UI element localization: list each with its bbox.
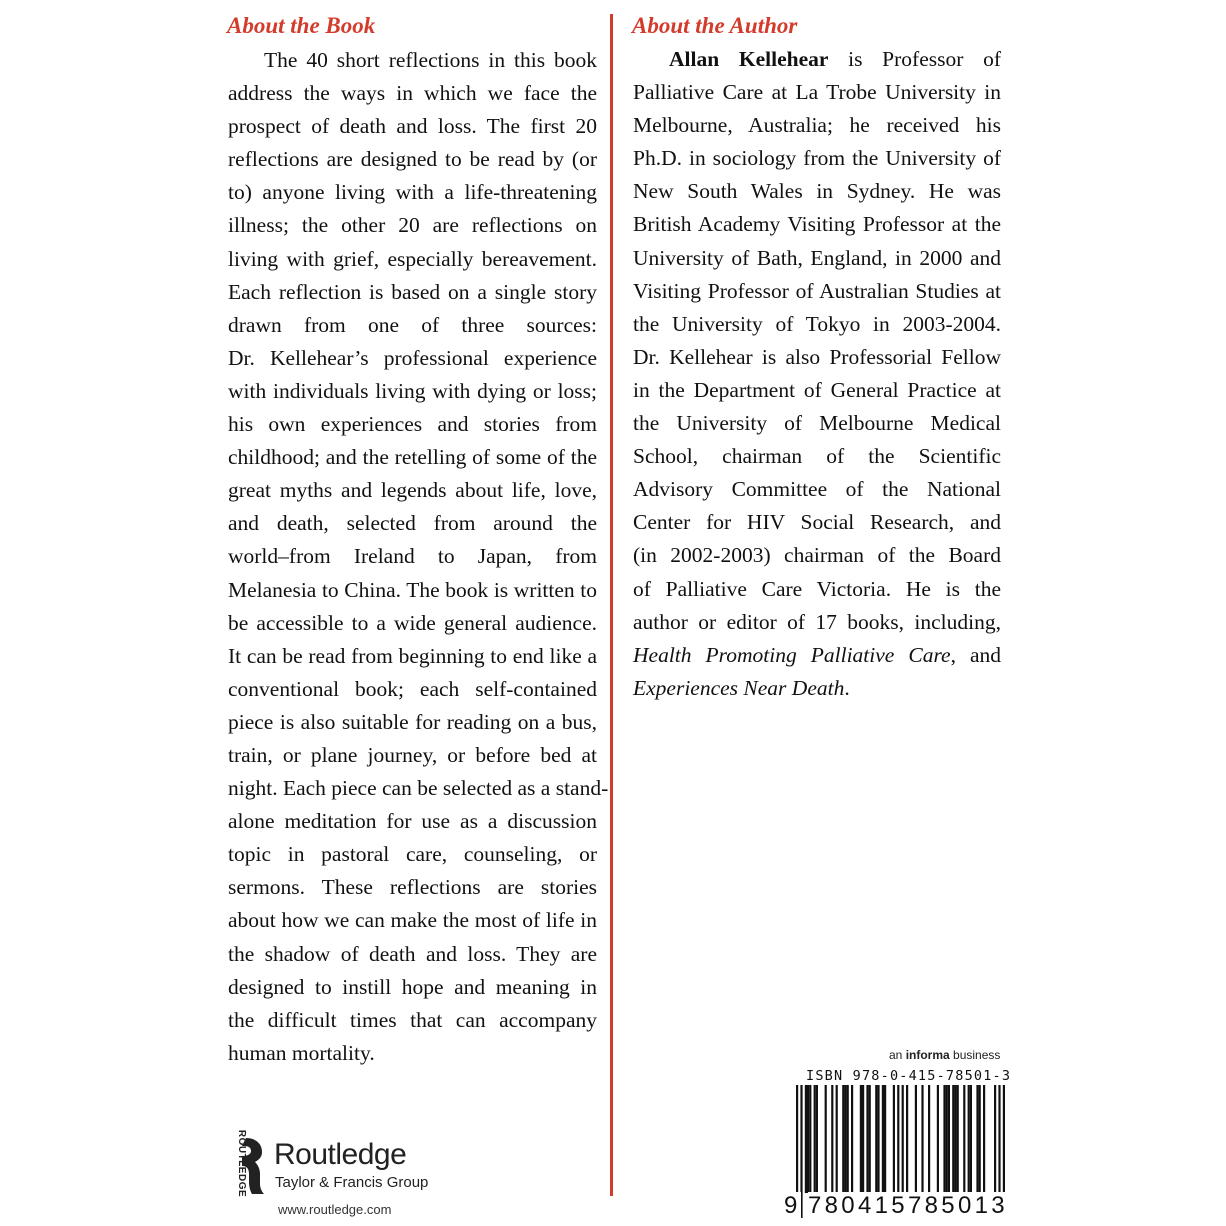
barcode-bar (805, 1085, 807, 1193)
book-title: Experiences Near Death (633, 675, 845, 700)
book-text-line: be accessible to a wide general audience. (228, 610, 597, 635)
barcode-bar (915, 1085, 917, 1193)
isbn-label: ISBN 978-0-415-78501-3 (806, 1068, 1012, 1084)
barcode-bar (862, 1085, 864, 1193)
barcode-bar (976, 1085, 978, 1193)
book-text-line: conventional book; each self-contained (228, 676, 597, 701)
book-text-line: alone meditation for use as a discussion (228, 809, 597, 834)
barcode-bar (893, 1085, 895, 1193)
book-text-line: Dr. Kellehear’s professional experience (228, 345, 597, 370)
barcode-bar (943, 1085, 945, 1193)
barcode-bar (825, 1085, 827, 1193)
book-text-line: about how we can make the most of life in (228, 908, 597, 933)
publisher-url: www.routledge.com (278, 1202, 392, 1217)
book-text-line: the difficult times that can accompany (228, 1007, 597, 1032)
book-text-line: Melanesia to China. The book is written to (228, 577, 597, 602)
routledge-vertical-mark: ROUTLEDGE (236, 1129, 248, 1198)
book-title: Health Promoting Palliative Care (633, 642, 951, 667)
barcode-bar (954, 1085, 956, 1193)
author-text-line: (in 2002-2003) chairman of the Board (633, 543, 1001, 568)
book-text-line: to) anyone living with a life-threatening (228, 180, 597, 205)
about-book-text (228, 44, 609, 1070)
barcode-bar (884, 1085, 886, 1193)
author-text-line: Melbourne, Australia; he received his (633, 113, 1001, 138)
book-text-line: drawn from one of three sources: (228, 312, 597, 337)
barcode-bar (836, 1085, 838, 1193)
barcode-bar (921, 1085, 923, 1193)
author-text-line: of Palliative Care Victoria. He is the (633, 576, 1001, 601)
book-text-line: night. Each piece can be selected as a stand- (228, 776, 609, 801)
barcode-bar (882, 1085, 884, 1193)
book-text-line: designed to instill hope and meaning in (228, 974, 597, 999)
author-text-line: the University of Melbourne Medical (633, 411, 1001, 436)
barcode-bar (970, 1085, 972, 1193)
book-text-line: with individuals living with dying or loss; (228, 378, 597, 403)
book-text-line: reflections are designed to be read by (or (228, 147, 597, 172)
barcode-bar (814, 1085, 816, 1193)
book-text-line: childhood; and the retelling of some of the (228, 445, 597, 470)
barcode-right-digits: 785013 (908, 1192, 1008, 1219)
barcode-bar (928, 1085, 930, 1193)
barcode-bar (851, 1085, 853, 1193)
barcode-bar (957, 1085, 959, 1193)
barcode-bar (875, 1085, 877, 1193)
author-name: Allan Kellehear (669, 47, 829, 71)
about-author-heading: About the Author (632, 13, 798, 38)
barcode-bar (809, 1085, 811, 1193)
book-text-line: prospect of death and loss. The first 20 (228, 114, 597, 139)
author-text-line: University of Bath, England, in 2000 and (633, 245, 1001, 270)
publisher-name: Routledge (274, 1138, 407, 1171)
book-text-line: great myths and legends about life, love, (228, 478, 597, 503)
barcode-bar (816, 1085, 818, 1193)
author-text-line: author or editor of 17 books, including, (633, 609, 1001, 634)
barcode-bar (963, 1085, 965, 1193)
barcode-bar (847, 1085, 849, 1193)
book-text-line: Each reflection is based on a single story (228, 279, 597, 304)
informa-tagline: an informa business (889, 1048, 1001, 1062)
barcode-bar (866, 1085, 868, 1193)
barcode-bar (860, 1085, 862, 1193)
book-text-line: the shadow of death and loss. They are (228, 941, 597, 966)
barcode-left-digits: 780415 (808, 1192, 908, 1219)
barcode-bar (968, 1085, 970, 1193)
barcode-bar (842, 1085, 844, 1193)
book-text-line: The 40 short reflections in this book (264, 48, 597, 72)
book-text-line: topic in pastoral care, counseling, or (228, 842, 597, 867)
barcode-bar (948, 1085, 950, 1193)
book-text-line: living with grief, especially bereavement. (228, 246, 597, 271)
barcode-bar (994, 1085, 996, 1193)
book-text-line: address the ways in which we face the (228, 81, 597, 106)
column-divider (610, 14, 613, 1196)
barcode-bar (844, 1085, 846, 1193)
barcode-bar (937, 1085, 939, 1193)
author-text-line: in the Department of General Practice at (633, 377, 1001, 402)
book-text-line: train, or plane journey, or before bed at (228, 742, 597, 767)
author-text-line: School, chairman of the Scientific (633, 444, 1001, 469)
author-text-line: British Academy Visiting Professor at the (633, 212, 1001, 237)
author-text-line: Center for HIV Social Research, and (633, 510, 1001, 535)
book-text-line: illness; the other 20 are reflections on (228, 213, 597, 238)
barcode-bar (952, 1085, 954, 1193)
barcode-bar (983, 1085, 985, 1193)
author-text-line: Palliative Care at La Trobe University in (633, 80, 1001, 105)
author-text-line: Dr. Kellehear is also Professorial Fellow (633, 344, 1001, 369)
barcode-bar (869, 1085, 871, 1193)
author-text-line: the University of Tokyo in 2003-2004. (633, 311, 1001, 336)
book-text-line: piece is also suitable for reading on a bus, (228, 709, 597, 734)
book-text-line: human mortality. (228, 1040, 375, 1065)
about-author-text (633, 43, 1001, 705)
author-text-line: Health Promoting Palliative Care, and (633, 642, 1002, 667)
barcode-bar (831, 1085, 833, 1193)
author-text-line: Advisory Committee of the National (633, 477, 1001, 502)
barcode-bar (877, 1085, 879, 1193)
author-text-line: Ph.D. in sociology from the University of (633, 146, 1001, 171)
book-text-line: It can be read from beginning to end like a (228, 643, 597, 668)
barcode-bar (979, 1085, 981, 1193)
barcode-bar (800, 1085, 802, 1218)
barcode-bar (906, 1085, 908, 1193)
book-text-line: his own experiences and stories from (228, 412, 597, 437)
book-text-line: sermons. These reflections are stories (228, 875, 597, 900)
author-text-line: Experiences Near Death. (633, 675, 850, 700)
author-text-line: New South Wales in Sydney. He was (633, 179, 1001, 204)
barcode-bar (946, 1085, 948, 1193)
author-text-line: Visiting Professor of Australian Studies at (633, 278, 1001, 303)
book-text-line: and death, selected from around the (228, 511, 597, 536)
publisher-group: Taylor & Francis Group (275, 1174, 429, 1191)
barcode-first-digit: 9 (784, 1192, 801, 1219)
routledge-logo (222, 1129, 462, 1200)
barcode-bar (807, 1085, 809, 1193)
author-text-line: Allan Kellehear is Professor of (669, 47, 1001, 71)
book-text-line: world–from Ireland to Japan, from (228, 544, 597, 569)
about-book-heading: About the Book (227, 13, 376, 38)
